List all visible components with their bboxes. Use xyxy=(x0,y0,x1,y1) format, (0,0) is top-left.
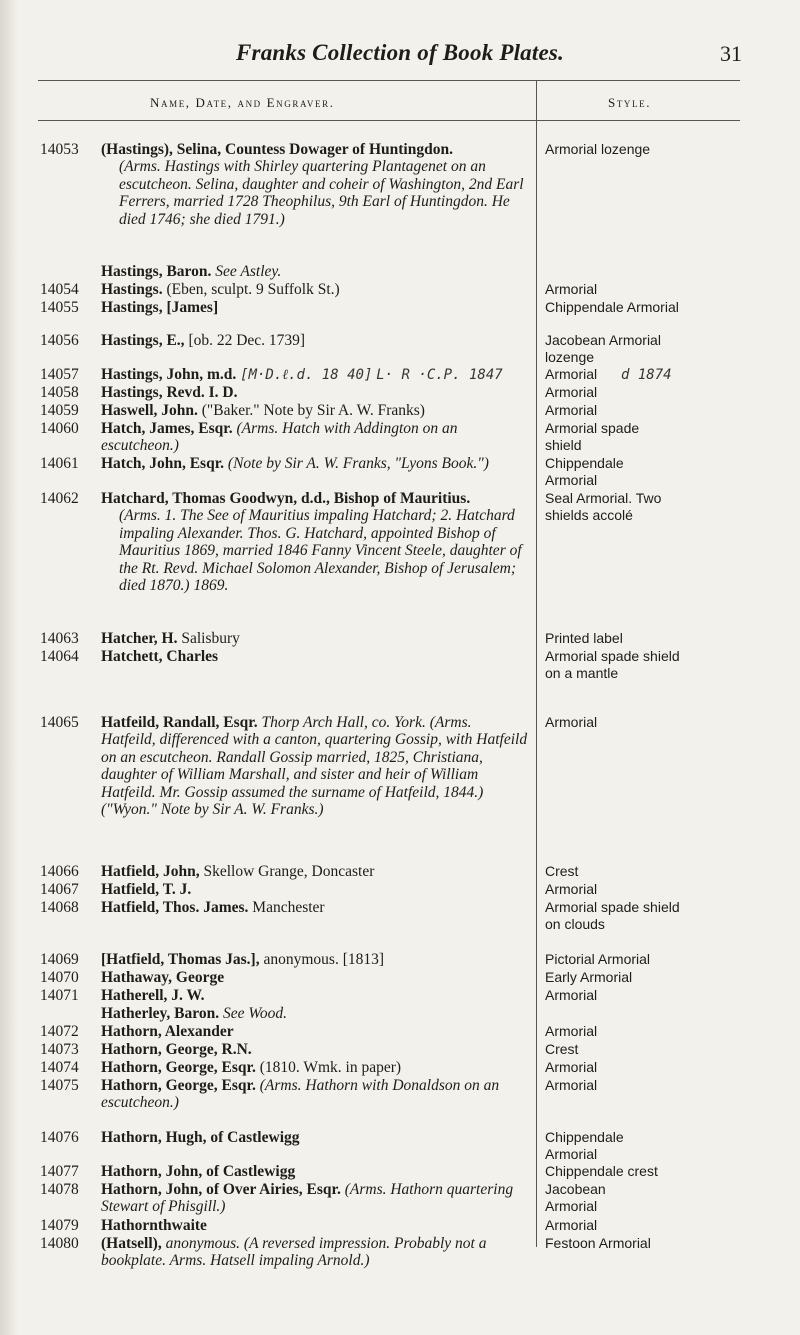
entry-head: Hatfield, Thos. James. xyxy=(101,899,249,916)
entry-number: 14070 xyxy=(40,969,79,986)
entry-number: 14056 xyxy=(40,332,79,349)
entry-text xyxy=(101,969,529,986)
entry-head: Hatfield, John, xyxy=(101,863,200,880)
page-number: 31 xyxy=(720,41,742,66)
column-divider xyxy=(536,80,537,1247)
entry-style: Jacobean Armorial lozenge xyxy=(545,332,661,365)
entry-body: ("Baker." Note by Sir A. W. Franks) xyxy=(201,402,425,419)
entry-number: 14057 xyxy=(40,366,79,383)
column-header-style: Style. xyxy=(608,95,652,110)
binding-shadow xyxy=(0,0,18,1335)
entry-style: Armorial xyxy=(545,881,598,897)
entry-body: (Arms. Hathorn with Donaldson on an escutcheon.) xyxy=(101,1077,500,1112)
entry-style: Armorial xyxy=(545,1059,598,1075)
entry-style: Jacobean Armorial xyxy=(545,1181,606,1214)
entry-text xyxy=(101,263,529,280)
entry-text xyxy=(101,1005,529,1022)
entry-body: (Arms. Hathorn quartering Stewart of Phisgill.) xyxy=(101,1181,514,1216)
entry-head: Hathorn, Hugh, of Castlewigg xyxy=(101,1129,300,1146)
entry-text xyxy=(101,714,529,818)
entry-text xyxy=(101,332,529,349)
entry-number: 14078 xyxy=(40,1181,79,1198)
handwritten-annotation: [M·D.ℓ.d. 18 40] xyxy=(240,367,373,383)
entry-head: (Hastings), Selina, Countess Dowager of Huntingdon. xyxy=(101,141,453,158)
entry-style: Festoon Armorial xyxy=(545,1235,651,1251)
entry-text xyxy=(101,987,529,1004)
entry-number: 14063 xyxy=(40,630,79,647)
entry-number: 14066 xyxy=(40,863,79,880)
entry-body: (Arms. Hastings with Shirley quartering Plantagenet on an escutcheon. Selina, daughter and coheir of Washington, 2nd Earl Ferrers, married 1728 Theophilus, 9th Earl of Huntingdon. He died 1746; she died 1791.) xyxy=(119,158,524,228)
entry-body: (Arms. Hatch with Addington on an escutcheon.) xyxy=(101,420,458,455)
entry-head: Hathaway, George xyxy=(101,969,225,986)
column-header-name: Name, Date, and Engraver. xyxy=(150,95,335,110)
entry-style: Armorial xyxy=(545,402,598,418)
entry-text xyxy=(101,1163,529,1180)
entry-head: Hathornthwaite xyxy=(101,1217,207,1234)
entry-body: Skellow Grange, Doncaster xyxy=(203,863,375,880)
entry-head: Hathorn, George, Esqr. xyxy=(101,1059,256,1076)
entry-style: Armorial xyxy=(545,987,598,1003)
entry-head: Hathorn, John, of Over Airies, Esqr. xyxy=(101,1181,341,1198)
entry-style-label: Armorial xyxy=(545,366,598,382)
entry-style: Crest xyxy=(545,863,579,879)
entry-style: Armorial xyxy=(545,1077,598,1093)
entry-style: Chippendale Armorial xyxy=(545,1129,624,1162)
entry-text xyxy=(101,455,529,472)
entry-text xyxy=(101,881,529,898)
entry-body: (1810. Wmk. in paper) xyxy=(259,1059,402,1076)
entry-head: Hathorn, George, R.N. xyxy=(101,1041,252,1058)
entry-text xyxy=(101,1181,529,1216)
entry-body: [ob. 22 Dec. 1739] xyxy=(188,332,306,349)
entry-text xyxy=(101,1235,529,1270)
entry-number: 14077 xyxy=(40,1163,79,1180)
entry-number: 14064 xyxy=(40,648,79,665)
entry-number: 14073 xyxy=(40,1041,79,1058)
entry-number: 14054 xyxy=(40,281,79,298)
entry-head: Hastings, John, m.d. xyxy=(101,366,237,383)
handwritten-annotation: d 1874 xyxy=(621,367,672,383)
entry-text xyxy=(101,630,529,647)
entry-head: Hatcher, H. xyxy=(101,630,178,647)
entry-text xyxy=(101,490,529,594)
entry-head: Hastings, E., xyxy=(101,332,185,349)
entry-text xyxy=(101,1129,529,1146)
entry-style: Armorial xyxy=(545,714,598,730)
entry-text xyxy=(101,1077,529,1112)
entry-style: Printed label xyxy=(545,630,623,646)
entry-style: Armorial spade shield on clouds xyxy=(545,899,680,932)
entry-body: Salisbury xyxy=(181,630,240,647)
entry-number: 14055 xyxy=(40,299,79,316)
entry-text xyxy=(101,1041,529,1058)
entry-head: Hathorn, John, of Castlewigg xyxy=(101,1163,296,1180)
entry-text xyxy=(101,420,529,455)
entry-head: Hatch, James, Esqr. xyxy=(101,420,233,437)
entry-body: Manchester xyxy=(252,899,325,916)
entry-style: Chippendale Armorial xyxy=(545,455,624,488)
entry-number: 14061 xyxy=(40,455,79,472)
entry-text xyxy=(101,281,529,298)
entry-number: 14068 xyxy=(40,899,79,916)
entry-head: Hastings, Revd. I. D. xyxy=(101,384,238,401)
entry-number: 14065 xyxy=(40,714,79,731)
entry-head: Hatfeild, Randall, Esqr. xyxy=(101,714,258,731)
entry-number: 14053 xyxy=(40,141,79,158)
entry-text xyxy=(101,1023,529,1040)
entry-number: 14074 xyxy=(40,1059,79,1076)
running-title: Franks Collection of Book Plates. xyxy=(236,40,564,65)
entry-head: Hastings, [James] xyxy=(101,299,219,316)
entry-number: 14058 xyxy=(40,384,79,401)
handwritten-annotation: L· R ·C.P. 1847 xyxy=(376,367,503,383)
entry-text xyxy=(101,863,529,880)
entry-style: Chippendale Armorial xyxy=(545,299,679,315)
entry-head: Hathorn, George, Esqr. xyxy=(101,1077,256,1094)
entry-number: 14080 xyxy=(40,1235,79,1252)
entry-number: 14062 xyxy=(40,490,79,507)
entry-text xyxy=(101,366,529,384)
entry-number: 14075 xyxy=(40,1077,79,1094)
entry-text xyxy=(101,384,529,401)
entry-number: 14079 xyxy=(40,1217,79,1234)
entry-head: Hatchett, Charles xyxy=(101,648,219,665)
entry-head: Hatch, John, Esqr. xyxy=(101,455,225,472)
entry-body: See Astley. xyxy=(215,263,282,280)
entry-head: Hatherley, Baron. xyxy=(101,1005,220,1022)
entry-body: See Wood. xyxy=(223,1005,287,1022)
entry-head: Haswell, John. xyxy=(101,402,198,419)
entry-head: Hastings. xyxy=(101,281,163,298)
entry-body: anonymous. [1813] xyxy=(263,951,385,968)
entry-body: (Eben, sculpt. 9 Suffolk St.) xyxy=(166,281,340,298)
table-header-rule xyxy=(38,120,740,121)
entry-style: Armorial lozenge xyxy=(545,141,651,157)
entry-number: 14072 xyxy=(40,1023,79,1040)
entry-text xyxy=(101,402,529,419)
entry-text xyxy=(101,299,529,316)
entry-number: 14060 xyxy=(40,420,79,437)
entry-style: Seal Armorial. Two shields accolé xyxy=(545,490,662,523)
table-top-rule xyxy=(38,80,740,81)
entry-head: (Hatsell), xyxy=(101,1235,162,1252)
entry-number: 14067 xyxy=(40,881,79,898)
entry-text xyxy=(101,1217,529,1234)
entry-style: Armorial xyxy=(545,1217,598,1233)
entry-style: Crest xyxy=(545,1041,579,1057)
entry-number: 14076 xyxy=(40,1129,79,1146)
entry-style: Chippendale crest xyxy=(545,1163,658,1179)
entry-style: Armorial spade shield on a mantle xyxy=(545,648,680,681)
entry-body: Thorp Arch Hall, co. York. (Arms. Hatfeild, differenced with a canton, quartering Gossip, with Hatfeild on an escutcheon. Randall Gossip married, 1825, Christiana, daughter of William Marshall, and sister and heir of William Hatfeild. Mr. Gossip assumed the surname of Hatfeild, 1844.) ("Wyon." Note by Sir A. W. Franks.) xyxy=(101,714,528,819)
entry-head: Hatfield, T. J. xyxy=(101,881,192,898)
entry-style: Armorial xyxy=(545,1023,598,1039)
entry-style xyxy=(545,366,735,384)
entry-style: Armorial xyxy=(545,281,598,297)
entry-text xyxy=(101,141,529,228)
entry-style: Early Armorial xyxy=(545,969,633,985)
entry-head: [Hatfield, Thomas Jas.], xyxy=(101,951,260,968)
entry-text xyxy=(101,951,529,968)
entry-head: Hatherell, J. W. xyxy=(101,987,205,1004)
entry-number: 14069 xyxy=(40,951,79,968)
entry-body: anonymous. (A reversed impression. Probably not a bookplate. Arms. Hatsell impaling Arnold.) xyxy=(101,1235,487,1270)
entry-style: Armorial xyxy=(545,384,598,400)
entry-text xyxy=(101,1059,529,1076)
entry-head: Hastings, Baron. xyxy=(101,263,212,280)
entry-number: 14059 xyxy=(40,402,79,419)
entry-head: Hatchard, Thomas Goodwyn, d.d., Bishop of Mauritius. xyxy=(101,490,471,507)
entry-text xyxy=(101,899,529,916)
entry-style: Armorial spade shield xyxy=(545,420,640,453)
entry-body: (Arms. 1. The See of Mauritius impaling Hatchard; 2. Hatchard impaling Alexander. Thos. G. Hatchard, appointed Bishop of Mauritius 1869, married 1846 Fanny Vincent Steele, daughter of the Rt. Revd. Michael Solomon Alexander, Bishop of Jerusalem; died 1870.) 1869. xyxy=(119,507,522,595)
entry-style: Pictorial Armorial xyxy=(545,951,651,967)
entry-number: 14071 xyxy=(40,987,79,1004)
entry-head: Hathorn, Alexander xyxy=(101,1023,234,1040)
entry-text xyxy=(101,648,529,665)
entry-body: (Note by Sir A. W. Franks, "Lyons Book.") xyxy=(227,455,489,472)
